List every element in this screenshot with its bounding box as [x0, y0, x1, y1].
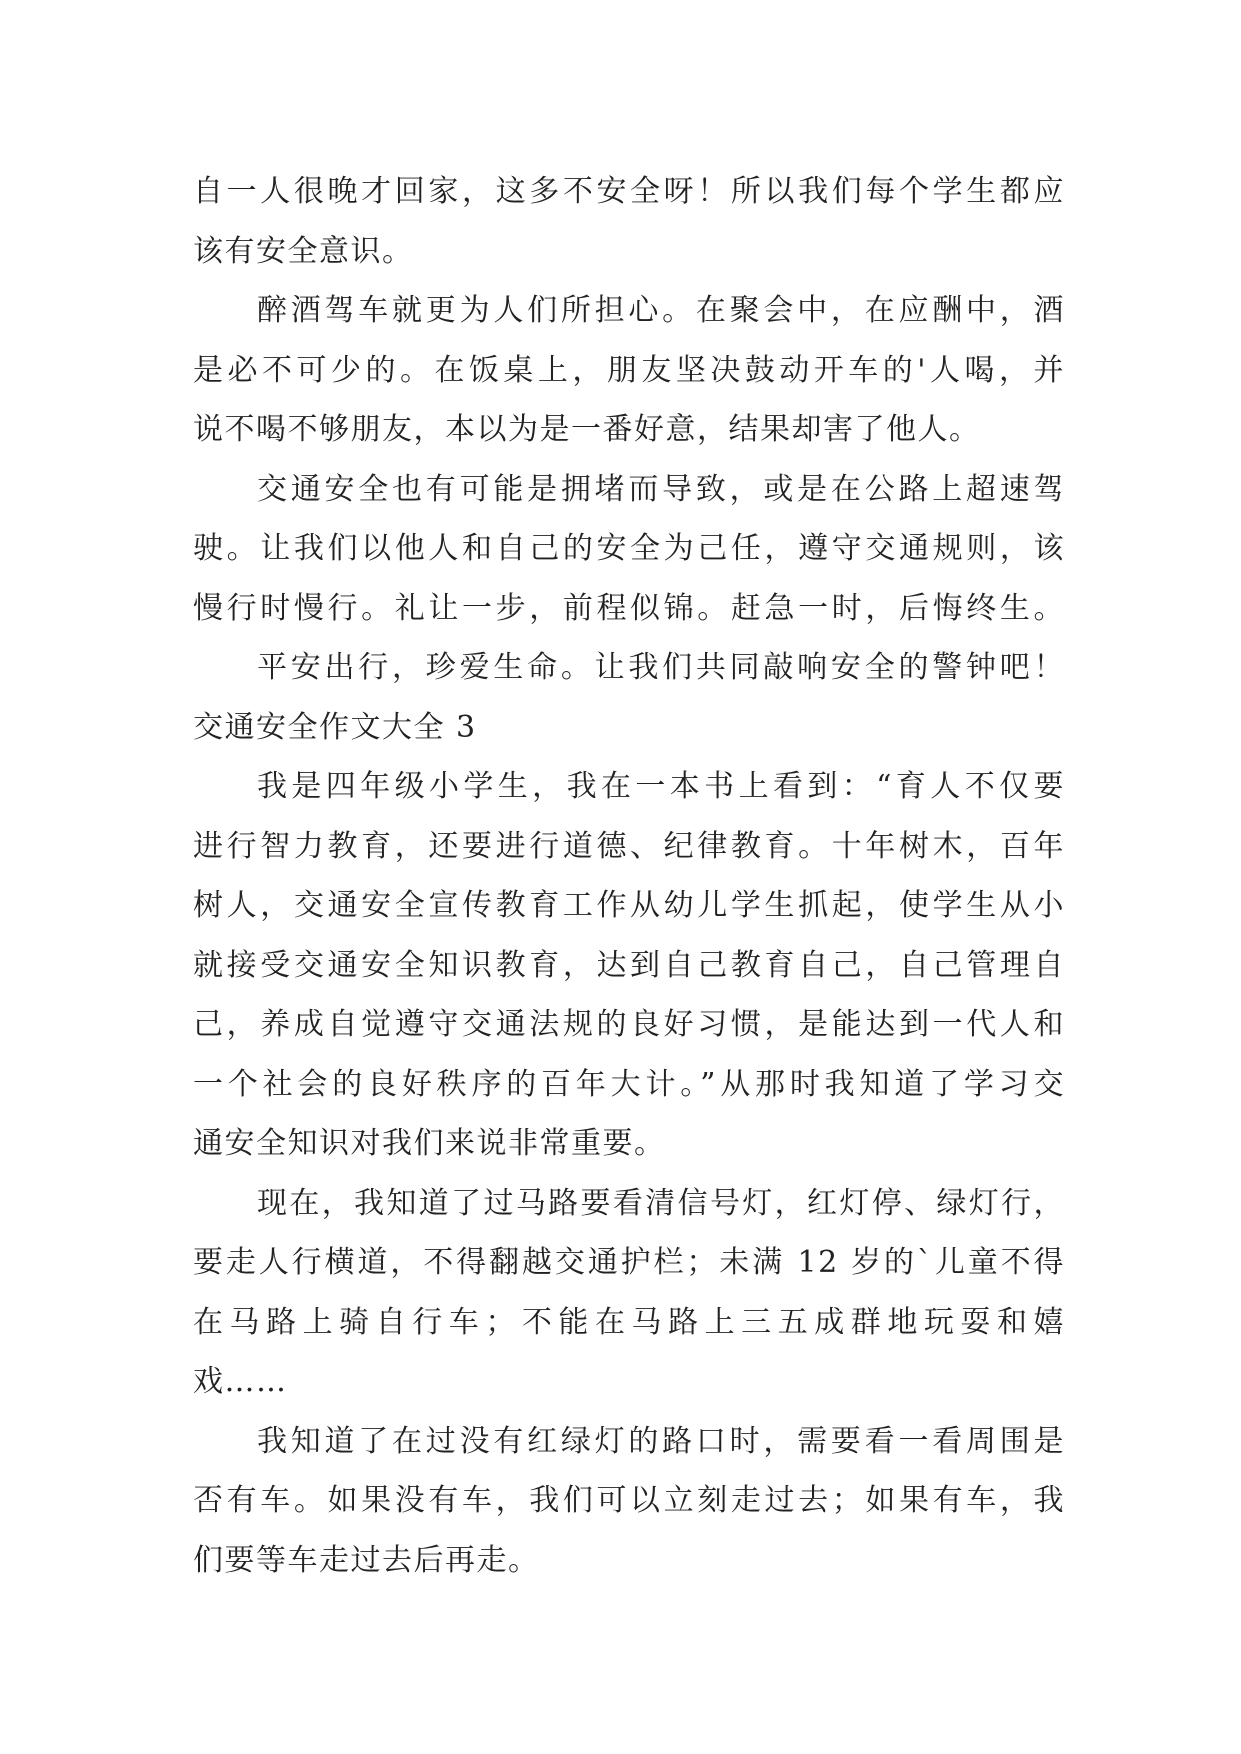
- text-line: 否有车。如果没有车，我们可以立刻走过去；如果有车，我: [193, 1483, 1065, 1518]
- text-line: 就接受交通安全知识教育，达到自己教育自己，自己管理自: [193, 947, 1065, 983]
- text-line: 现在，我知道了过马路要看清信号灯，红灯停、绿灯行，: [257, 1185, 1065, 1221]
- text-line: 进行智力教育，还要进行道德、纪律教育。十年树木，百年: [193, 828, 1065, 864]
- section-heading: 交通安全作文大全 3: [193, 709, 477, 745]
- text-line: 平安出行，珍爱生命。让我们共同敲响安全的警钟吧！: [257, 650, 1065, 685]
- paragraph: [193, 460, 1065, 639]
- text-line: 我是四年级小学生，我在一本书上看到：“育人不仅要: [257, 769, 1065, 804]
- text-line: 该有安全意识。: [193, 233, 414, 269]
- text-line: 们要等车走过去后再走。: [193, 1542, 540, 1578]
- text-line: 树人，交通安全宣传教育工作从幼儿学生抓起，使学生从小: [193, 888, 1065, 923]
- text-line: 驶。让我们以他人和自己的安全为己任，遵守交通规则，该: [193, 531, 1065, 566]
- text-line: 慢行时慢行。礼让一步，前程似锦。赶急一时，后悔终生。: [193, 590, 1065, 626]
- text-line: 自一人很晚才回家，这多不安全呀！所以我们每个学生都应: [193, 174, 1065, 209]
- text-line: 通安全知识对我们来说非常重要。: [193, 1126, 666, 1161]
- text-line: 戏……: [193, 1364, 288, 1399]
- body-text: [193, 162, 1065, 1590]
- text-line: 醉酒驾车就更为人们所担心。在聚会中，在应酬中，酒: [257, 293, 1065, 328]
- paragraph: [193, 162, 1065, 281]
- paragraph: [193, 1412, 1065, 1591]
- text-line: 一个社会的良好秩序的百年大计。”从那时我知道了学习交: [193, 1066, 1065, 1102]
- paragraph: [193, 1174, 1065, 1412]
- text-line: 在马路上骑自行车；不能在马路上三五成群地玩耍和嬉: [193, 1304, 1065, 1340]
- text-line: 交通安全也有可能是拥堵而导致，或是在公路上超速驾: [257, 471, 1065, 507]
- text-line: 说不喝不够朋友，本以为是一番好意，结果却害了他人。: [193, 412, 981, 447]
- text-line: 己，养成自觉遵守交通法规的良好习惯，是能达到一代人和: [193, 1007, 1065, 1042]
- paragraph: [193, 638, 1065, 698]
- text-line: 要走人行横道，不得翻越交通护栏；未满 12 岁的`儿童不得: [193, 1245, 1065, 1280]
- paragraph: [193, 281, 1065, 460]
- text-line: 我知道了在过没有红绿灯的路口时，需要看一看周围是: [257, 1423, 1065, 1459]
- paragraph: [193, 757, 1065, 1174]
- text-line: 是必不可少的。在饭桌上，朋友坚决鼓动开车的'人喝，并: [193, 352, 1065, 388]
